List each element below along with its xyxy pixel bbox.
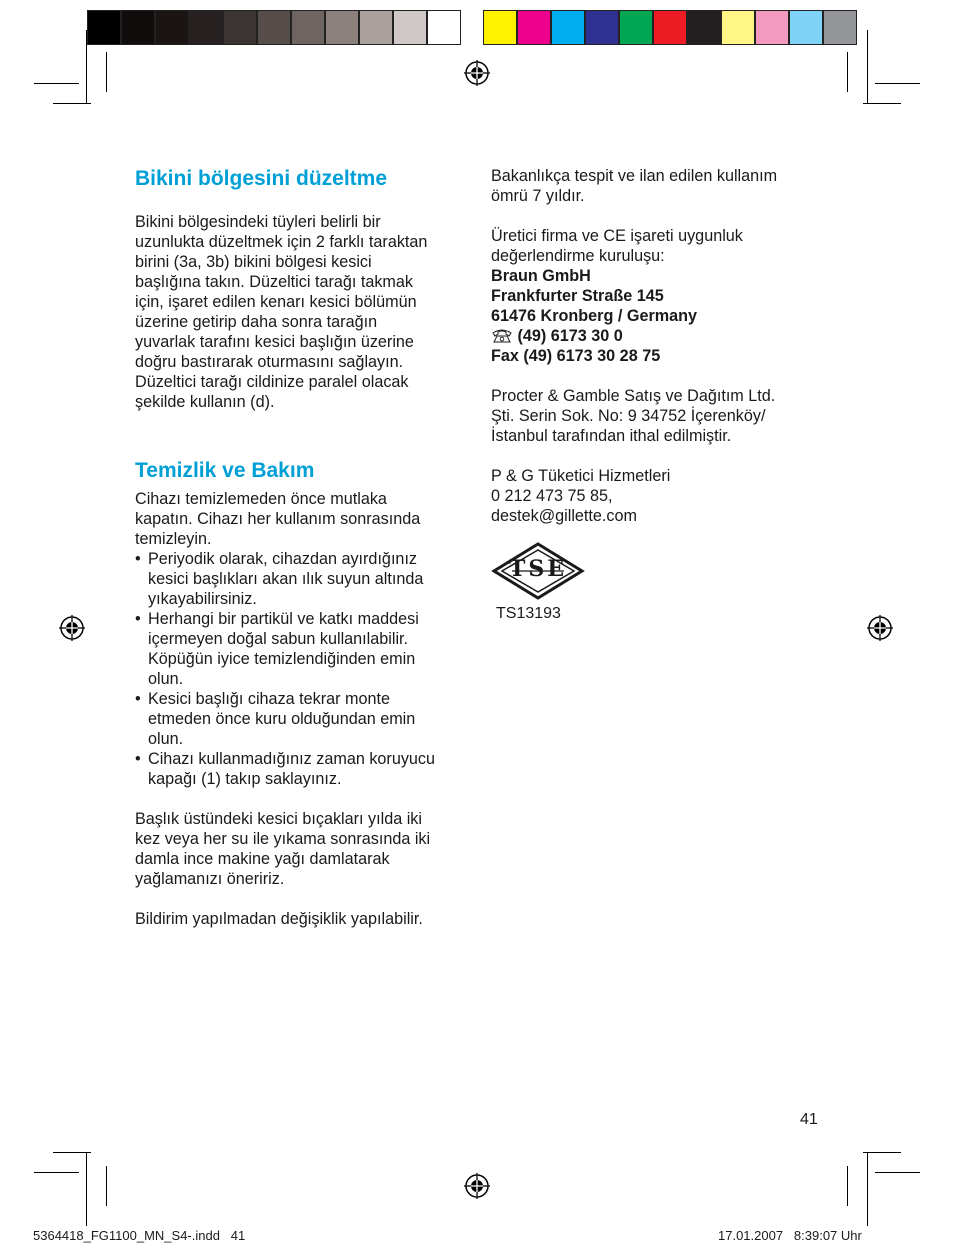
paragraph-notice: Bildirim yapılmadan değişiklik yapılabilir. — [135, 910, 423, 928]
paragraph-lubrication: Başlık üstündeki kesici bıçakları yılda iki kez veya her su ile yıkama sonrasında iki damla ince makine yağı damlatarak yağlamanızı öneririz. — [135, 810, 431, 888]
grayscale-color-bar — [87, 10, 461, 47]
company-city: 61476 Kronberg / Germany — [491, 307, 698, 325]
company-street: Frankfurter Straße 145 — [491, 287, 664, 305]
page-number: 41 — [800, 1111, 818, 1128]
left-column — [135, 166, 465, 929]
color-swatch — [359, 10, 393, 45]
paragraph-bikini-instructions: Bikini bölgesindeki tüyleri belirli bir uzunlukta düzeltmek için 2 farklı taraktan birini (3a, 3b) bikini bölgesi kesici başlığına takın. Düzeltici tarağı takmak için, işaret edilen kenarı kesici bölümün üzerine getirip daha sonra tarağın yuvarlak tarafını kesici başlığın üzerine doğru bastırarak oturmasını sağlayın. Düzeltici tarağı cildinize paralel olacak şekilde kullanın (d). — [135, 213, 428, 411]
paragraph-manufacturer: Üretici firma ve CE işareti uygunluk değerlendirme kuruluşu: — [491, 227, 743, 265]
tse-logo-letters: TSE — [508, 556, 568, 582]
color-swatch — [393, 10, 427, 45]
company-fax: Fax (49) 6173 30 28 75 — [491, 347, 661, 365]
paragraph-importer: Procter & Gamble Satış ve Dağıtım Ltd. Şti. Serin Sok. No: 9 34752 İçerenköy/ İstanbul tarafından ithal edilmiştir. — [491, 387, 776, 445]
paragraph-cleaning-intro: Cihazı temizlemeden önce mutlaka kapatın. Cihazı her kullanım sonrasında temizleyin. — [135, 490, 421, 548]
list-item: • Kesici başlığı cihaza tekrar monte etmeden önce kuru olduğundan emin olun. — [135, 690, 416, 748]
color-swatch — [257, 10, 291, 45]
color-swatch — [325, 10, 359, 45]
company-phone: (49) 6173 30 0 — [491, 326, 821, 346]
color-swatch — [551, 10, 585, 45]
color-swatch — [427, 10, 461, 45]
telephone-icon — [491, 328, 513, 343]
paragraph-customer-service: P & G Tüketici Hizmetleri 0 212 473 75 85, destek@gillette.com — [491, 467, 671, 525]
color-swatch — [789, 10, 823, 45]
paragraph-lifetime: Bakanlıkça tespit ve ilan edilen kullanım ömrü 7 yıldır. — [491, 167, 778, 205]
color-swatch — [823, 10, 857, 45]
company-name: Braun GmbH — [491, 267, 591, 285]
registration-mark-icon — [867, 615, 893, 641]
list-item: • Periyodik olarak, cihazdan ayırdığınız kesici başlıkları akan ılık suyun altında yıkayabilirsiniz. — [135, 550, 424, 608]
color-swatch — [619, 10, 653, 45]
color-swatch — [223, 10, 257, 45]
color-swatch — [755, 10, 789, 45]
color-swatch — [517, 10, 551, 45]
color-swatch — [189, 10, 223, 45]
footer-file-info: 5364418_FG1100_MN_S4-.indd 41 — [33, 1228, 246, 1243]
color-swatch — [87, 10, 121, 45]
list-item: • Cihazı kullanmadığınız zaman koruyucu kapağı (1) takıp saklayınız. — [135, 750, 436, 788]
footer-timestamp: 17.01.2007 8:39:07 Uhr — [718, 1228, 862, 1243]
color-swatch — [653, 10, 687, 45]
color-swatch — [585, 10, 619, 45]
color-swatch — [687, 10, 721, 45]
color-swatch — [121, 10, 155, 45]
color-swatch — [483, 10, 517, 45]
registration-mark-icon — [59, 615, 85, 641]
right-column — [491, 166, 821, 526]
color-swatch — [291, 10, 325, 45]
registration-mark-icon — [464, 1173, 490, 1199]
list-item: • Herhangi bir partikül ve katkı maddesi içermeyen doğal sabun kullanılabilir. Köpüğün iyice temizlendiğinden emin olun. — [135, 610, 419, 688]
color-swatch — [155, 10, 189, 45]
color-swatch — [721, 10, 755, 45]
section-heading-cleaning-care: Temizlik ve Bakım — [135, 459, 315, 482]
section-heading-bikini-trimming: Bikini bölgesini düzeltme — [135, 167, 388, 190]
standard-number: TS13193 — [496, 605, 561, 622]
registration-mark-icon — [464, 60, 490, 86]
color-control-bar — [483, 10, 857, 47]
